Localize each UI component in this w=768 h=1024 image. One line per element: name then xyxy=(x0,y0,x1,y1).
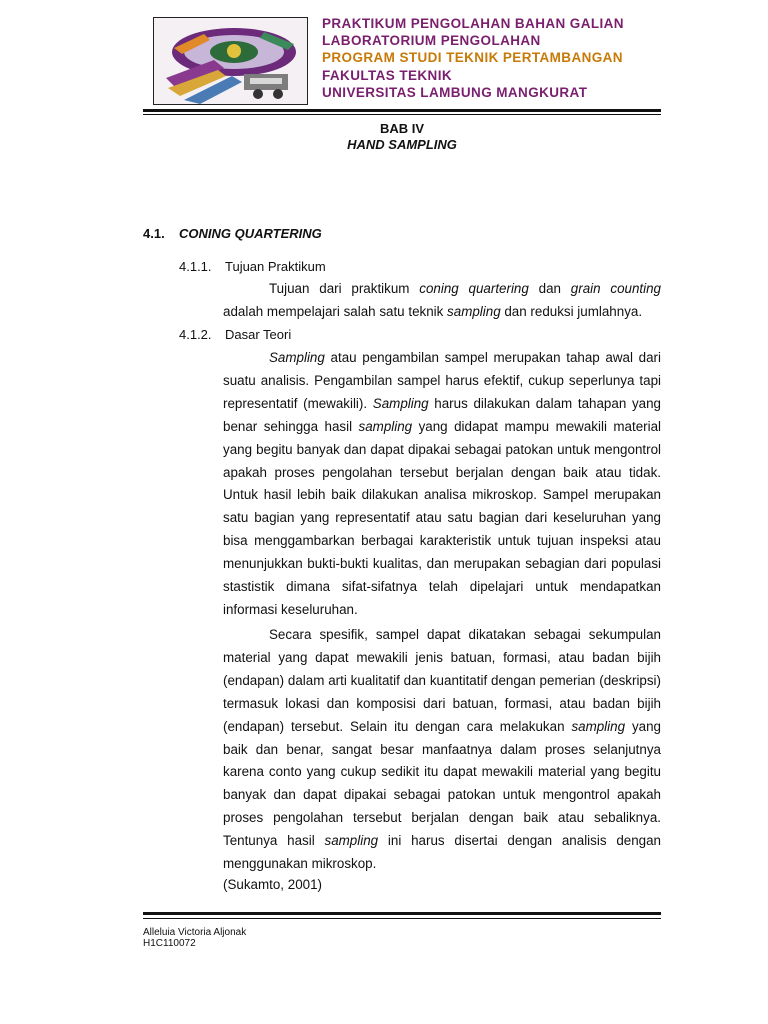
subsection-tujuan xyxy=(179,259,326,274)
italic-term: grain counting xyxy=(570,281,662,296)
paragraph-dasar-teori-2 xyxy=(223,624,661,876)
paragraph-dasar-teori-1 xyxy=(223,347,661,622)
paragraph-text: harus dilakukan dalam tahapan yang benar sehingga hasil xyxy=(223,395,661,434)
section-number: 4.1. xyxy=(143,226,165,241)
subsection-dasar-teori xyxy=(179,327,291,342)
paragraph-text: Tujuan dari praktikum xyxy=(269,281,420,296)
header-line-laboratorium: LABORATORIUM PENGOLAHAN xyxy=(322,33,541,49)
footer-divider-thin xyxy=(143,918,661,919)
italic-term: sampling xyxy=(447,303,501,319)
institution-header xyxy=(322,15,624,101)
citation: (Sukamto, 2001) xyxy=(223,877,322,892)
italic-term: sampling xyxy=(571,718,626,734)
header-line-universitas: UNIVERSITAS LAMBUNG MANGKURAT xyxy=(322,84,588,100)
header-line-fakultas: FAKULTAS TEKNIK xyxy=(322,67,452,83)
italic-term: sampling xyxy=(324,833,379,849)
subsection-number: 4.1.2. xyxy=(179,327,212,342)
paragraph-text: adalah mempelajari salah satu teknik xyxy=(223,303,448,319)
paragraph-text: yang didapat mampu mewakili material yang begitu banyak dan dapat dipakai sebagai patokan untuk mengontrol apakah proses pengolahan tersebut berjalan dengan baik atau tidak. Untuk hasil lebih baik dilakukan analisa mikroskop. Sampel merupakan satu bagian yang representatif atau satu bagian dari keseluruhan yang bisa menggambarkan berbagai karakteristik untuk tujuan inspeksi atau menunjukkan bukti-bukti kualitas, dan merupakan sebagian dari populasi stastistik dimana sifat-sifatnya telah dipelajari untuk mendapatkan informasi keseluruhan. xyxy=(223,418,662,617)
paragraph-text: Secara spesifik, sampel dapat dikatakan sebagai sekumpulan material yang dapat mewakili jenis batuan, formasi, atau badan bijih (endapan) dalam arti kualitatif dan kuantitatif dengan pemerian (deskripsi) termasuk lokasi dan komposisi dari batuan, formasi, atau badan bijih (endapan) tersebut. Selain itu dengan cara melakukan xyxy=(223,627,661,734)
paragraph-tujuan xyxy=(223,278,661,324)
italic-term: coning quartering xyxy=(419,281,529,296)
footer-divider-thick xyxy=(143,912,661,915)
section-title: CONING QUARTERING xyxy=(179,226,322,241)
paragraph-text: ini harus disertai dengan analisis dengan menggunakan mikroskop. xyxy=(223,833,662,872)
italic-term: sampling xyxy=(358,418,413,434)
chapter-number: BAB IV xyxy=(379,121,425,136)
footer-student-id: H1C110072 xyxy=(143,938,196,949)
italic-term: Sampling xyxy=(269,350,325,365)
paragraph-text: dan reduksi jumlahnya. xyxy=(500,303,643,319)
header-divider-thick xyxy=(143,109,661,112)
university-logo xyxy=(153,17,308,105)
subsection-number: 4.1.1. xyxy=(179,259,212,274)
header-line-program-studi: PROGRAM STUDI TEKNIK PERTAMBANGAN xyxy=(322,50,623,66)
italic-term: Sampling xyxy=(372,395,429,411)
subsection-title: Dasar Teori xyxy=(225,327,292,342)
paragraph-text: dan xyxy=(528,281,571,296)
paragraph-text: atau pengambilan sampel merupakan tahap awal dari suatu analisis. Pengambilan sampel harus efektif, cukup seperlunya tapi representatif (mewakili). xyxy=(223,350,661,411)
subsection-title: Tujuan Praktikum xyxy=(225,259,326,274)
header-divider-thin xyxy=(143,114,661,115)
footer-author-name: Alleluia Victoria Aljonak xyxy=(143,927,247,938)
header-line-praktikum: PRAKTIKUM PENGOLAHAN BAHAN GALIAN xyxy=(322,16,624,31)
paragraph-text: yang baik dan benar, sangat besar manfaatnya dalam proses selanjutnya karena conto yang cukup sedikit itu dapat mewakili material yang begitu banyak dan dapat dipakai sebagai patokan untuk mengontrol apakah proses pengolahan tersebut berjalan dengan baik atau sebaliknya. Tentunya hasil xyxy=(223,718,661,849)
section-heading xyxy=(143,226,322,241)
chapter-title: HAND SAMPLING xyxy=(347,137,457,152)
